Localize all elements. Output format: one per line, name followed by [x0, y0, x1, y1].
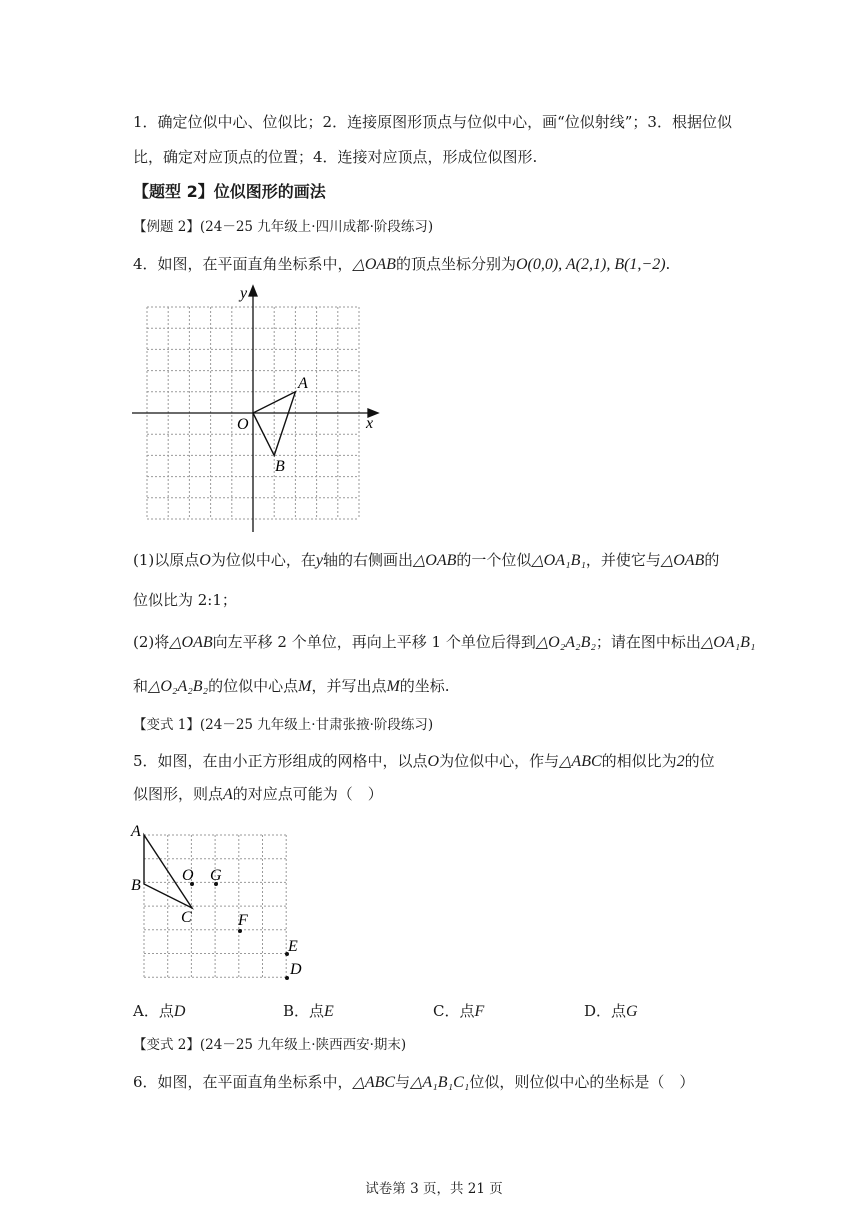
label-c: C — [181, 909, 192, 926]
s2-l: M — [386, 678, 400, 695]
variant-1-tag: 【变式 1】(24－25 九年级上·甘肃张掖·阶段练习) — [133, 717, 434, 733]
grid-triangle-figure — [125, 818, 325, 988]
intro-line-2: 比，确定对应顶点的位置；4．连接对应顶点，形成位似图形. — [133, 148, 538, 166]
point-f — [238, 929, 242, 933]
s2-d: △O₂A₂B₂ — [535, 634, 596, 651]
q5-g: 的位 — [684, 752, 715, 770]
s1-h: △OA₁B₁ — [531, 552, 586, 569]
q5-d: △ABC — [559, 753, 602, 770]
option-c-point: F — [474, 1003, 485, 1020]
q4-coords: O(0,0), A(2,1), B(1,−2) — [515, 256, 666, 273]
option-b-label: B．点 — [283, 1002, 325, 1020]
label-f: F — [238, 912, 248, 929]
grid-2-lines — [144, 835, 286, 977]
q6-e: 位似，则位似中心的坐标是（ ） — [469, 1073, 695, 1091]
q6-b: △ABC — [352, 1074, 396, 1091]
question-5-line-1 — [133, 750, 715, 773]
label-o: O — [237, 416, 249, 433]
q6-a: 6．如图，在平面直角坐标系中， — [133, 1073, 353, 1091]
y-axis-arrow — [249, 286, 257, 296]
option-a-point: D — [173, 1003, 186, 1020]
page-footer: 试卷第 3 页，共 21 页 — [365, 1181, 503, 1197]
s2-i: 的位似中心点 — [208, 677, 299, 695]
option-b-point: E — [324, 1003, 334, 1020]
option-d-label: D．点 — [584, 1002, 627, 1020]
axes — [132, 286, 378, 532]
sub-question-1-line-2: 位似比为 2:1； — [133, 591, 237, 609]
s1-i: ，并使它与 — [585, 551, 661, 569]
s2-k: ，并写出点 — [311, 677, 387, 695]
option-a[interactable] — [133, 1000, 185, 1021]
option-d[interactable] — [584, 1000, 638, 1021]
label-g: G — [210, 867, 222, 884]
s2-j: M — [298, 678, 312, 695]
s1-f: △OAB — [412, 552, 457, 569]
s2-a: (2)将 — [133, 633, 170, 651]
label-a: A — [131, 823, 141, 840]
label-e: E — [288, 938, 298, 955]
q5-f: 2 — [676, 753, 685, 770]
s1-a: (1)以原点 — [133, 551, 200, 569]
option-a-label: A．点 — [133, 1002, 174, 1020]
coordinate-grid-figure — [120, 282, 390, 542]
sub-question-1-line-1 — [133, 549, 719, 572]
q5-a: 5．如图，在由小正方形组成的网格中，以点 — [133, 752, 428, 770]
question-4 — [133, 253, 670, 276]
s1-k: 的 — [704, 551, 720, 569]
variant-2-tag: 【变式 2】(24－25 九年级上·陕西西安·期末) — [133, 1037, 407, 1053]
q4-triangle: △OAB — [352, 256, 396, 273]
q4-prefix: 4．如图，在平面直角坐标系中， — [133, 255, 353, 273]
s1-e: 轴的右侧画出 — [322, 551, 413, 569]
s2-e: ；请在图中标出 — [595, 633, 701, 651]
point-d — [285, 976, 289, 980]
q5-e: 的相似比为 — [601, 752, 677, 770]
s1-g: 的一个位似 — [456, 551, 532, 569]
q6-c: 与 — [395, 1073, 411, 1091]
q4-end: . — [665, 255, 671, 273]
question-6 — [133, 1071, 694, 1094]
s2-f: △OA₁B₁ — [700, 634, 756, 651]
s2-b: △OAB — [169, 634, 213, 651]
section-title: 【题型 2】位似图形的画法 — [133, 182, 326, 201]
s1-c: 为位似中心，在 — [210, 551, 316, 569]
q5-h: 似图形，则点 — [133, 785, 224, 803]
option-d-point: G — [626, 1003, 638, 1020]
q5-c: 为位似中心，作与 — [439, 752, 560, 770]
q5-j: 的对应点可能为（ ） — [232, 785, 383, 803]
s1-j: △OAB — [660, 552, 705, 569]
label-o: O — [182, 867, 194, 884]
option-c-label: C．点 — [433, 1002, 475, 1020]
label-d: D — [290, 961, 302, 978]
q5-i: A — [223, 786, 233, 803]
q5-b: O — [427, 753, 440, 770]
s1-b: O — [199, 552, 211, 569]
intro-line-1: 1．确定位似中心、位似比；2．连接原图形顶点与位似中心，画“位似射线”；3．根据位似 — [133, 113, 732, 131]
s2-g: 和 — [133, 677, 149, 695]
label-b: B — [275, 458, 285, 475]
x-axis-label: x — [366, 415, 374, 432]
y-axis-label: y — [240, 285, 248, 302]
option-b[interactable] — [283, 1000, 334, 1021]
s1-d: y — [315, 552, 323, 569]
q6-d: △A₁B₁C₁ — [410, 1074, 470, 1091]
sub-question-2-line-1 — [133, 631, 755, 654]
grid-points — [190, 882, 289, 980]
q4-mid: 的顶点坐标分别为 — [395, 255, 516, 273]
sub-question-2-line-2 — [133, 675, 450, 698]
option-c[interactable] — [433, 1000, 484, 1021]
label-a: A — [298, 375, 308, 392]
example-tag: 【例题 2】(24－25 九年级上·四川成都·阶段练习) — [133, 219, 434, 235]
s2-m: 的坐标. — [399, 677, 450, 695]
s2-c: 向左平移 2 个单位，再向上平移 1 个单位后得到 — [212, 633, 536, 651]
label-b: B — [131, 877, 141, 894]
s2-h: △O₂A₂B₂ — [148, 678, 209, 695]
question-5-line-2 — [133, 783, 383, 806]
